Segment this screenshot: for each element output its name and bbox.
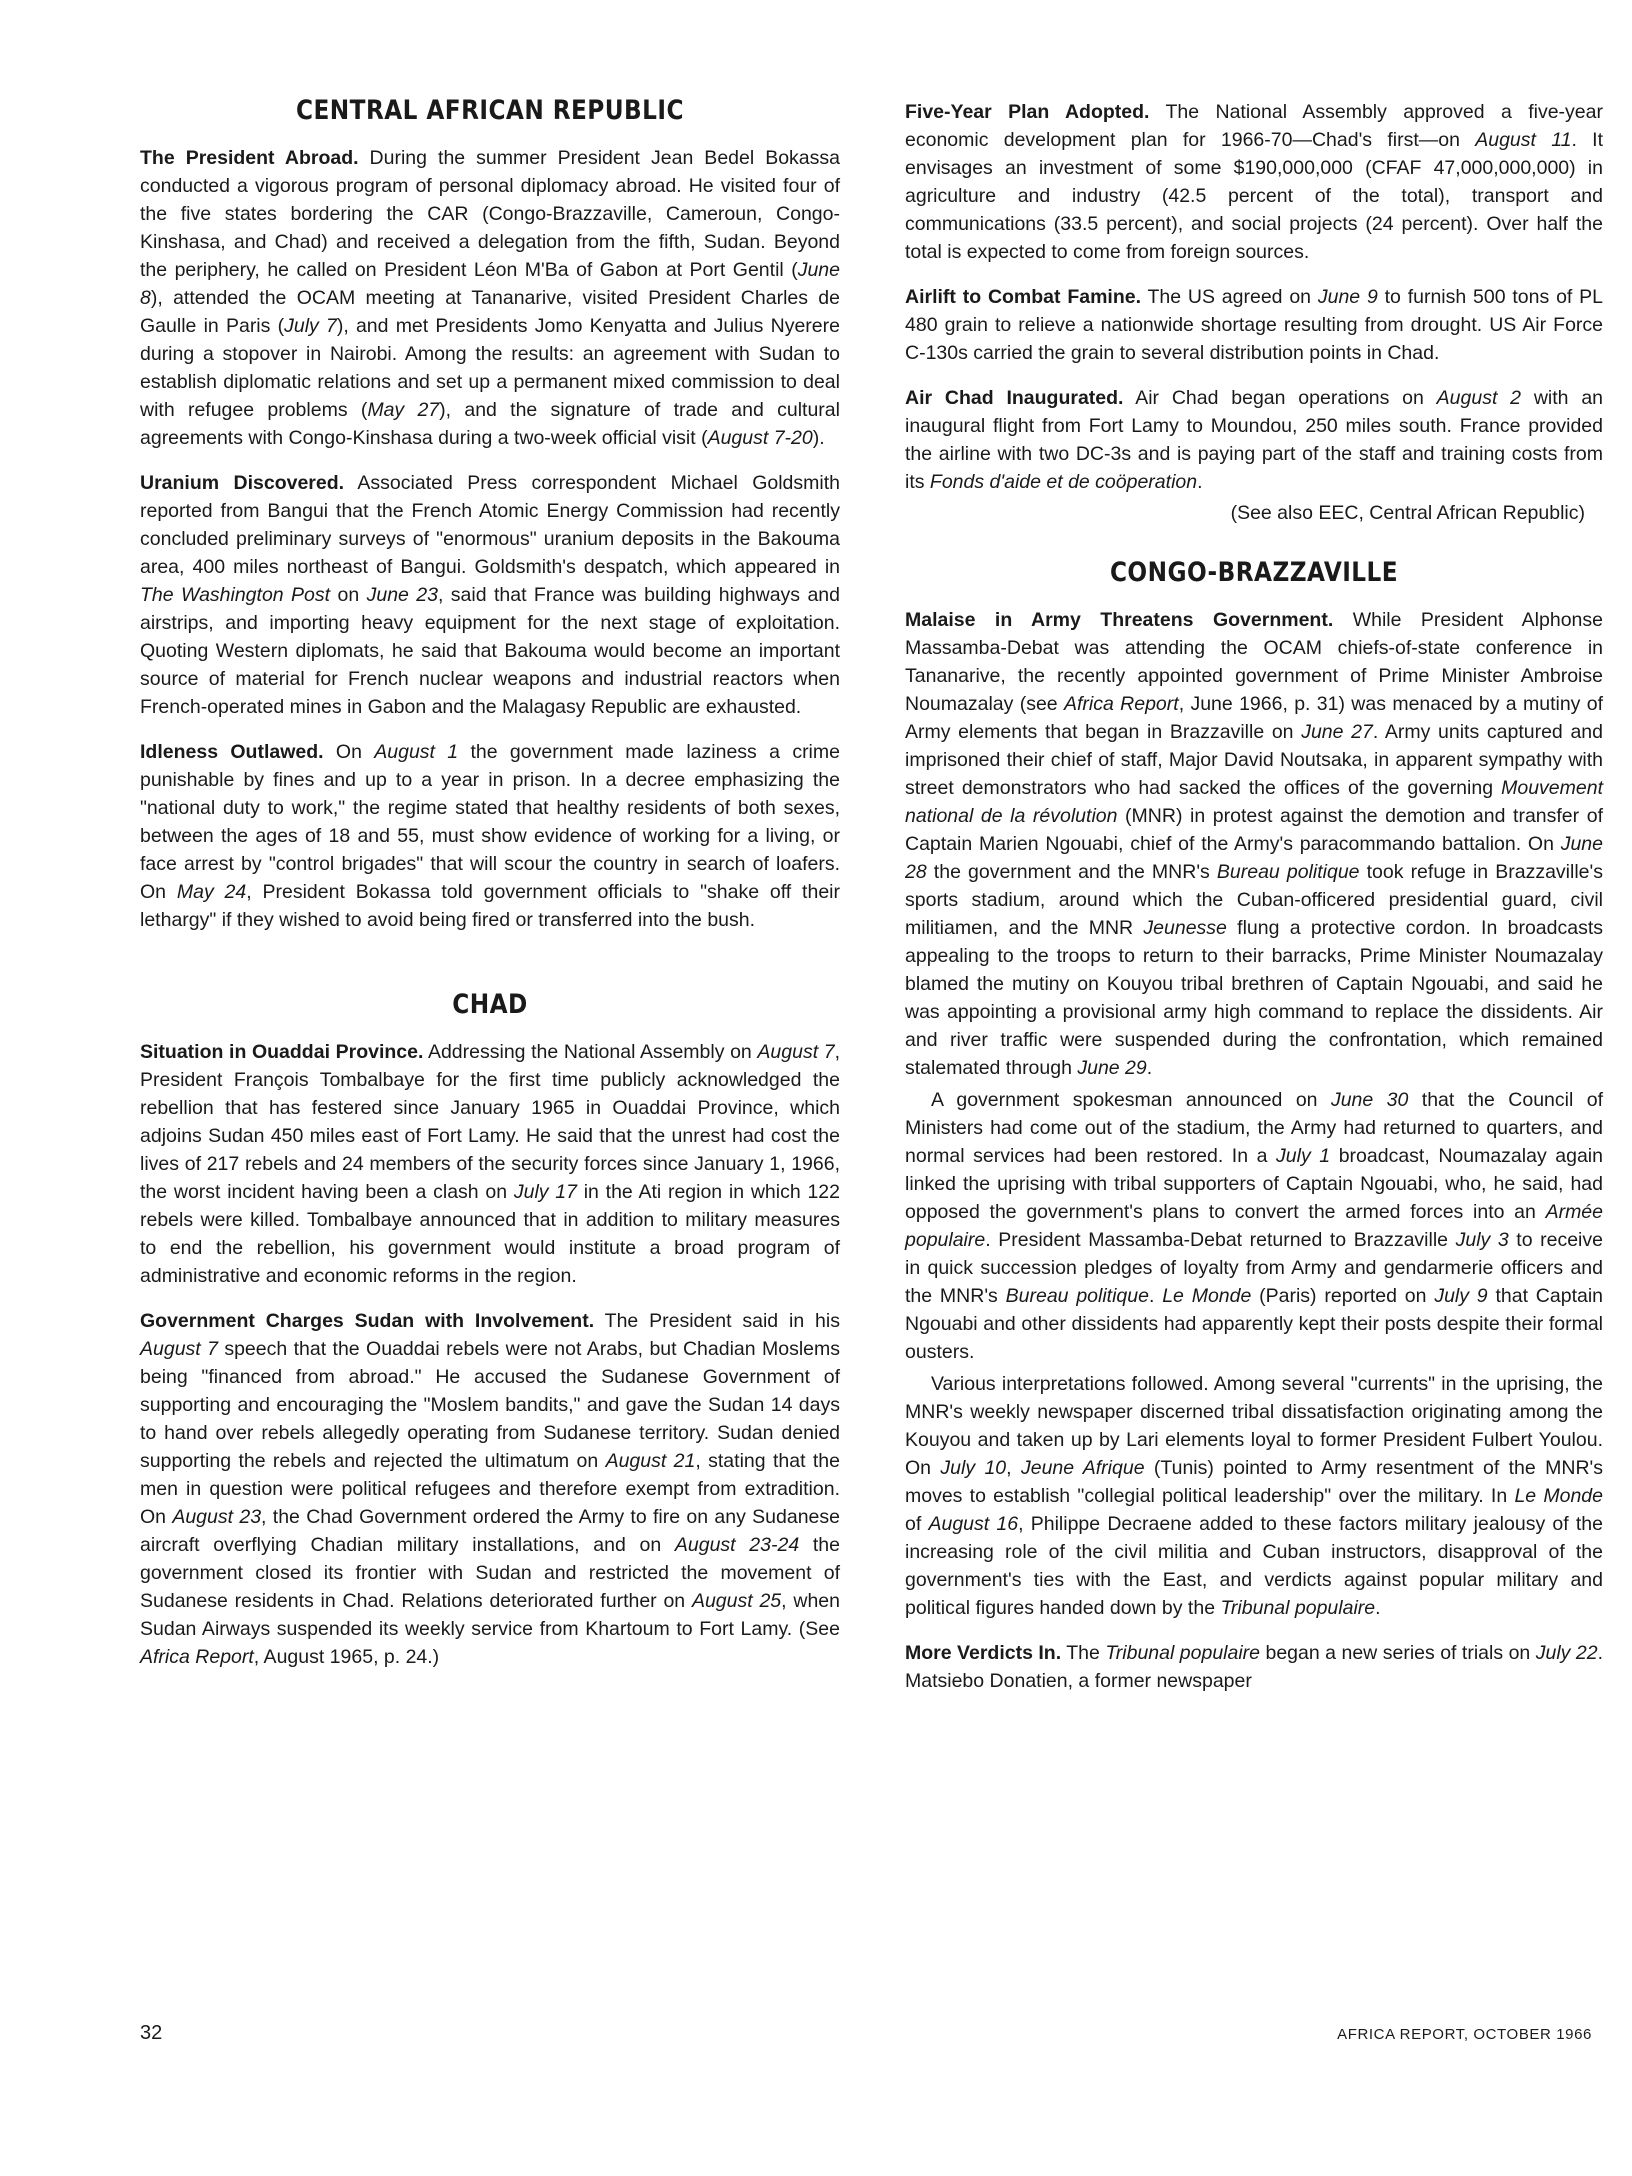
article-airlift [905, 283, 1603, 367]
article-lead: Airlift to Combat Famine. [905, 286, 1142, 308]
article-italic: August 21 [605, 1450, 696, 1472]
left-column [140, 95, 840, 1688]
article-air-chad [905, 384, 1603, 496]
article-text: . [1375, 1597, 1381, 1619]
article-text: of [905, 1513, 929, 1535]
article-italic: August 7-20 [707, 427, 813, 449]
article-italic: May 24 [176, 881, 247, 903]
article-text: , the Chad Government ordered the Army to fire on any Sudanese aircraft overflying Chadian military installations, and on [140, 1506, 840, 1556]
article-text: Air Chad began operations on [1123, 387, 1437, 409]
article-italic: August 2 [1436, 387, 1522, 409]
article-text: speech that the Ouaddai rebels were not Arabs, but Chadian Moslems being "financed from abroad." He accused the Sudanese Government of supporting and encouraging the "Moslem bandits," and gave the Sudan 14 days to hand over rebels allegedly operating from Sudanese territory. Sudan denied supporting the rebels and rejected the ultimatum on [140, 1338, 840, 1472]
article-text: The US agreed on [1141, 286, 1318, 308]
article-text: ), attended the OCAM meeting at Tananarive, visited President Charles de Gaulle in Paris ( [140, 287, 840, 337]
article-text: The [1061, 1642, 1106, 1664]
article-text: with an inaugural flight from Fort Lamy to Moundou, 250 miles south. France provided the airline with two DC-3s and is paying part of the staff and training costs from its [905, 387, 1604, 493]
article-text: On [323, 741, 375, 763]
article-text: . [1197, 471, 1203, 493]
article-italic: Jeunesse [1143, 917, 1227, 939]
article-italic: July 3 [1455, 1229, 1509, 1251]
article-italic: Armée populaire [905, 1201, 1603, 1251]
article-italic: August 23 [172, 1506, 262, 1528]
article-text: (Paris) reported on [1251, 1285, 1435, 1307]
article-idleness [140, 738, 840, 934]
article-italic: July 9 [1434, 1285, 1488, 1307]
article-italic: July 7 [284, 315, 337, 337]
article-italic: Africa Report [1063, 693, 1179, 715]
article-italic: Africa Report [140, 1646, 254, 1668]
article-five-year-plan [905, 98, 1603, 266]
article-text: During the summer President Jean Bedel Bokassa conducted a vigorous program of personal diplomacy abroad. He visited four of the five states bordering the CAR (Congo-Brazzaville, Cameroun, Congo-Kinshasa, and Chad) and received a delegation from the fifth, Sudan. Beyond the periphery, he called on President Léon M'Ba of Gabon at Port Gentil ( [140, 147, 840, 281]
article-malaise [905, 606, 1603, 1082]
article-text: to furnish 500 tons of PL 480 grain to relieve a nationwide shortage resulting from drought. US Air Force C-130s carried the grain to several distribution points in Chad. [905, 286, 1603, 364]
article-text: , President Bokassa told government officials to "shake off their lethargy" if they wished to avoid being fired or transferred into the bush. [140, 881, 840, 931]
article-interpretations [905, 1370, 1603, 1622]
article-text: Addressing the National Assembly on [423, 1041, 758, 1063]
section-spacer [140, 951, 840, 989]
article-lead: Situation in Ouaddai Province. [140, 1041, 424, 1063]
article-text: the government made laziness a crime punishable by fines and up to a year in prison. In a decree emphasizing the "national duty to work," the regime stated that healthy residents of both sexes, between the ages of 18 and 55, must show evidence of working for a living, or face arrest by "control brigades" that will scour the country in search of loafers. On [140, 741, 840, 903]
article-italic: Le Monde [1162, 1285, 1252, 1307]
article-text: on [330, 584, 367, 606]
article-italic: August 16 [928, 1513, 1019, 1535]
article-text: began a new series of trials on [1260, 1642, 1536, 1664]
section-heading-congo: CONGO-BRAZZAVILLE [1109, 557, 1399, 588]
article-text: Associated Press correspondent Michael Goldsmith reported from Bangui that the French Atomic Energy Commission had recently concluded preliminary surveys of "enormous" uranium deposits in the Bakouma area, 400 miles northeast of Bangui. Goldsmith's despatch, which appeared in [140, 472, 840, 578]
article-text: ). [812, 427, 825, 449]
article-text: The President said in his [594, 1310, 840, 1332]
article-text: in the Ati region in which 122 rebels were killed. Tombalbaye announced that in addition to military measures to end the rebellion, his government would institute a broad program of administrative and economic reforms in the region. [140, 1181, 840, 1287]
article-text: , when Sudan Airways suspended its weekly service from Khartoum to Fort Lamy. (See [140, 1590, 840, 1640]
article-italic: August 1 [374, 741, 459, 763]
article-italic: June 28 [905, 833, 1603, 883]
article-italic: July 1 [1276, 1145, 1331, 1167]
article-text: that the Council of Ministers had come out of the stadium, the Army had returned to quarters, and normal services had been restored. In a [905, 1089, 1603, 1167]
section-heading-chad: CHAD [452, 989, 528, 1020]
article-italic: July 10 [940, 1457, 1007, 1479]
article-text: flung a protective cordon. In broadcasts appealing to the troops to return to their barracks, Prime Minister Noumazalay blamed the mutiny on Kouyou tribal brethren of Captain Ngouabi, and said he was appointing a provisional army high command to replace the dissidents. Air and river traffic were suspended during the confrontation, which remained stalemated through [905, 917, 1603, 1079]
article-italic: Le Monde [1514, 1485, 1603, 1507]
article-text: Various interpretations followed. Among several "currents" in the uprising, the MNR's weekly newspaper discerned tribal dissatisfaction originating among the Kouyou and taken up by Lari elements loyal to former President Fulbert Youlou. On [905, 1373, 1603, 1479]
article-italic: May 27 [367, 399, 440, 421]
article-lead: Idleness Outlawed. [140, 741, 324, 763]
article-text: , [1006, 1457, 1021, 1479]
article-italic: Fonds d'aide et de coöperation [929, 471, 1198, 493]
article-text: . Army units captured and imprisoned their chief of staff, Major David Noutsaka, in apparent sympathy with street demonstrators who had sacked the offices of the governing [905, 721, 1603, 799]
article-president-abroad [140, 144, 840, 452]
article-lead: Five-Year Plan Adopted. [905, 101, 1150, 123]
running-footer: AFRICA REPORT, OCTOBER 1966 [1337, 2026, 1592, 2043]
article-text: to receive in quick succession pledges of loyalty from Army and gendarmerie officers and the MNR's [905, 1229, 1603, 1307]
article-italic: Mouvement national de la révolution [905, 777, 1603, 827]
article-italic: August 23-24 [674, 1534, 800, 1556]
article-text: , stating that the men in question were political refugees and therefore exempt from extradition. On [140, 1450, 840, 1528]
article-text: , June 1966, p. 31) was menaced by a mutiny of Army elements that began in Brazzaville on [905, 693, 1604, 743]
article-lead: Uranium Discovered. [140, 472, 345, 494]
article-italic: June 23 [366, 584, 438, 606]
article-uranium [140, 469, 840, 721]
article-spokesman [905, 1086, 1603, 1366]
article-text: , August 1965, p. 24.) [253, 1646, 440, 1668]
article-text: (MNR) in protest against the demotion and transfer of Captain Marien Ngouabi, chief of the Army's paracommando battalion. On [905, 805, 1603, 855]
article-italic: June 8 [140, 259, 840, 309]
article-italic: July 17 [513, 1181, 577, 1203]
article-italic: The Washington Post [140, 584, 331, 606]
article-italic: August 7 [140, 1338, 218, 1360]
article-text: broadcast, Noumazalay again linked the uprising with tribal supporters of Captain Ngouabi, who, he said, had opposed the government's plans to convert the armed forces into an [905, 1145, 1603, 1223]
article-text: took refuge in Brazzaville's sports stadium, around which the Cuban-officered presidential guard, civil militiamen, and the MNR [905, 861, 1603, 939]
article-italic: Bureau politique [1216, 861, 1360, 883]
article-text: While President Alphonse Massamba-Debat was attending the OCAM chiefs-of-state conference in Tananarive, the recently appointed government of Prime Minister Ambroise Noumazalay (see [905, 609, 1603, 715]
article-text: . [1148, 1285, 1163, 1307]
right-column [905, 98, 1603, 1712]
article-text: ), and met Presidents Jomo Kenyatta and Julius Nyerere during a stopover in Nairobi. Among the results: an agreement with Sudan to establish diplomatic relations and set up a permanent mixed commission to deal with refugee problems ( [140, 315, 840, 421]
page-number: 32 [140, 2022, 163, 2044]
article-italic: June 9 [1317, 286, 1378, 308]
article-italic: Tribunal populaire [1220, 1597, 1376, 1619]
article-text: . Matsiebo Donatien, a former newspaper [905, 1642, 1603, 1692]
article-text: that Captain Ngouabi and other dissidents had apparently kept their posts despite their formal ousters. [905, 1285, 1604, 1363]
section-heading-car: CENTRAL AFRICAN REPUBLIC [296, 95, 684, 126]
article-text: ), and the signature of trade and cultural agreements with Congo-Kinshasa during a two-week official visit ( [140, 399, 840, 449]
article-lead: More Verdicts In. [905, 1642, 1062, 1664]
article-sudan [140, 1307, 840, 1671]
article-italic: August 25 [691, 1590, 782, 1612]
article-text: , President François Tombalbaye for the first time publicly acknowledged the rebellion that has festered since January 1965 in Ouaddai Province, which adjoins Sudan 450 miles east of Fort Lamy. He said that the unrest had cost the lives of 217 rebels and 24 members of the security forces since January 1, 1966, the worst incident having been a clash on [140, 1041, 841, 1203]
article-text: . It envisages an investment of some $190,000,000 (CFAF 47,000,000,000) in agriculture and industry (42.5 percent of the total), transport and communications (33.5 percent), and social projects (24 percent). Over half the total is expected to come from foreign sources. [905, 129, 1604, 263]
article-text: (Tunis) pointed to Army resentment of the MNR's moves to establish "collegial political leadership" over the military. In [905, 1457, 1603, 1507]
article-lead: Malaise in Army Threatens Government. [905, 609, 1334, 631]
article-italic: June 29 [1077, 1057, 1147, 1079]
article-italic: June 27 [1301, 721, 1373, 743]
article-text: the government closed its frontier with Sudan and restricted the movement of Sudanese residents in Chad. Relations deteriorated further on [140, 1534, 840, 1612]
article-more-verdicts [905, 1639, 1603, 1695]
article-italic: Tribunal populaire [1105, 1642, 1261, 1664]
article-text: , said that France was building highways and airstrips, and importing heavy equipment for the next stage of exploitation. Quoting Western diplomats, he said that Bakouma would become an important source of material for French nuclear weapons and industrial reactors when French-operated mines in Gabon and the Malagasy Republic are exhausted. [140, 584, 840, 718]
article-italic: June 30 [1330, 1089, 1409, 1111]
article-lead: The President Abroad. [140, 147, 359, 169]
article-ouaddai [140, 1038, 840, 1290]
article-text: the government and the MNR's [926, 861, 1217, 883]
article-text: . [1146, 1057, 1153, 1079]
see-also-note: (See also EEC, Central African Republic) [1230, 502, 1585, 524]
article-text: . President Massamba-Debat returned to Brazzaville [985, 1229, 1456, 1251]
article-italic: August 11 [1475, 129, 1572, 151]
article-italic: July 22 [1535, 1642, 1598, 1664]
article-lead: Government Charges Sudan with Involvement. [140, 1310, 595, 1332]
article-italic: August 7 [757, 1041, 835, 1063]
article-text: , Philippe Decraene added to these factors military jealousy of the increasing role of the civil militia and Cuban instructors, disapproval of the government's ties with the East, and verdicts against popular military and political figures handed down by the [905, 1513, 1603, 1619]
article-italic: Bureau politique [1005, 1285, 1149, 1307]
article-lead: Air Chad Inaugurated. [905, 387, 1124, 409]
article-italic: Jeune Afrique [1020, 1457, 1145, 1479]
article-text: The National Assembly approved a five-year economic development plan for 1966-70—Chad's first—on [905, 101, 1603, 151]
article-text: A government spokesman announced on [931, 1089, 1331, 1111]
